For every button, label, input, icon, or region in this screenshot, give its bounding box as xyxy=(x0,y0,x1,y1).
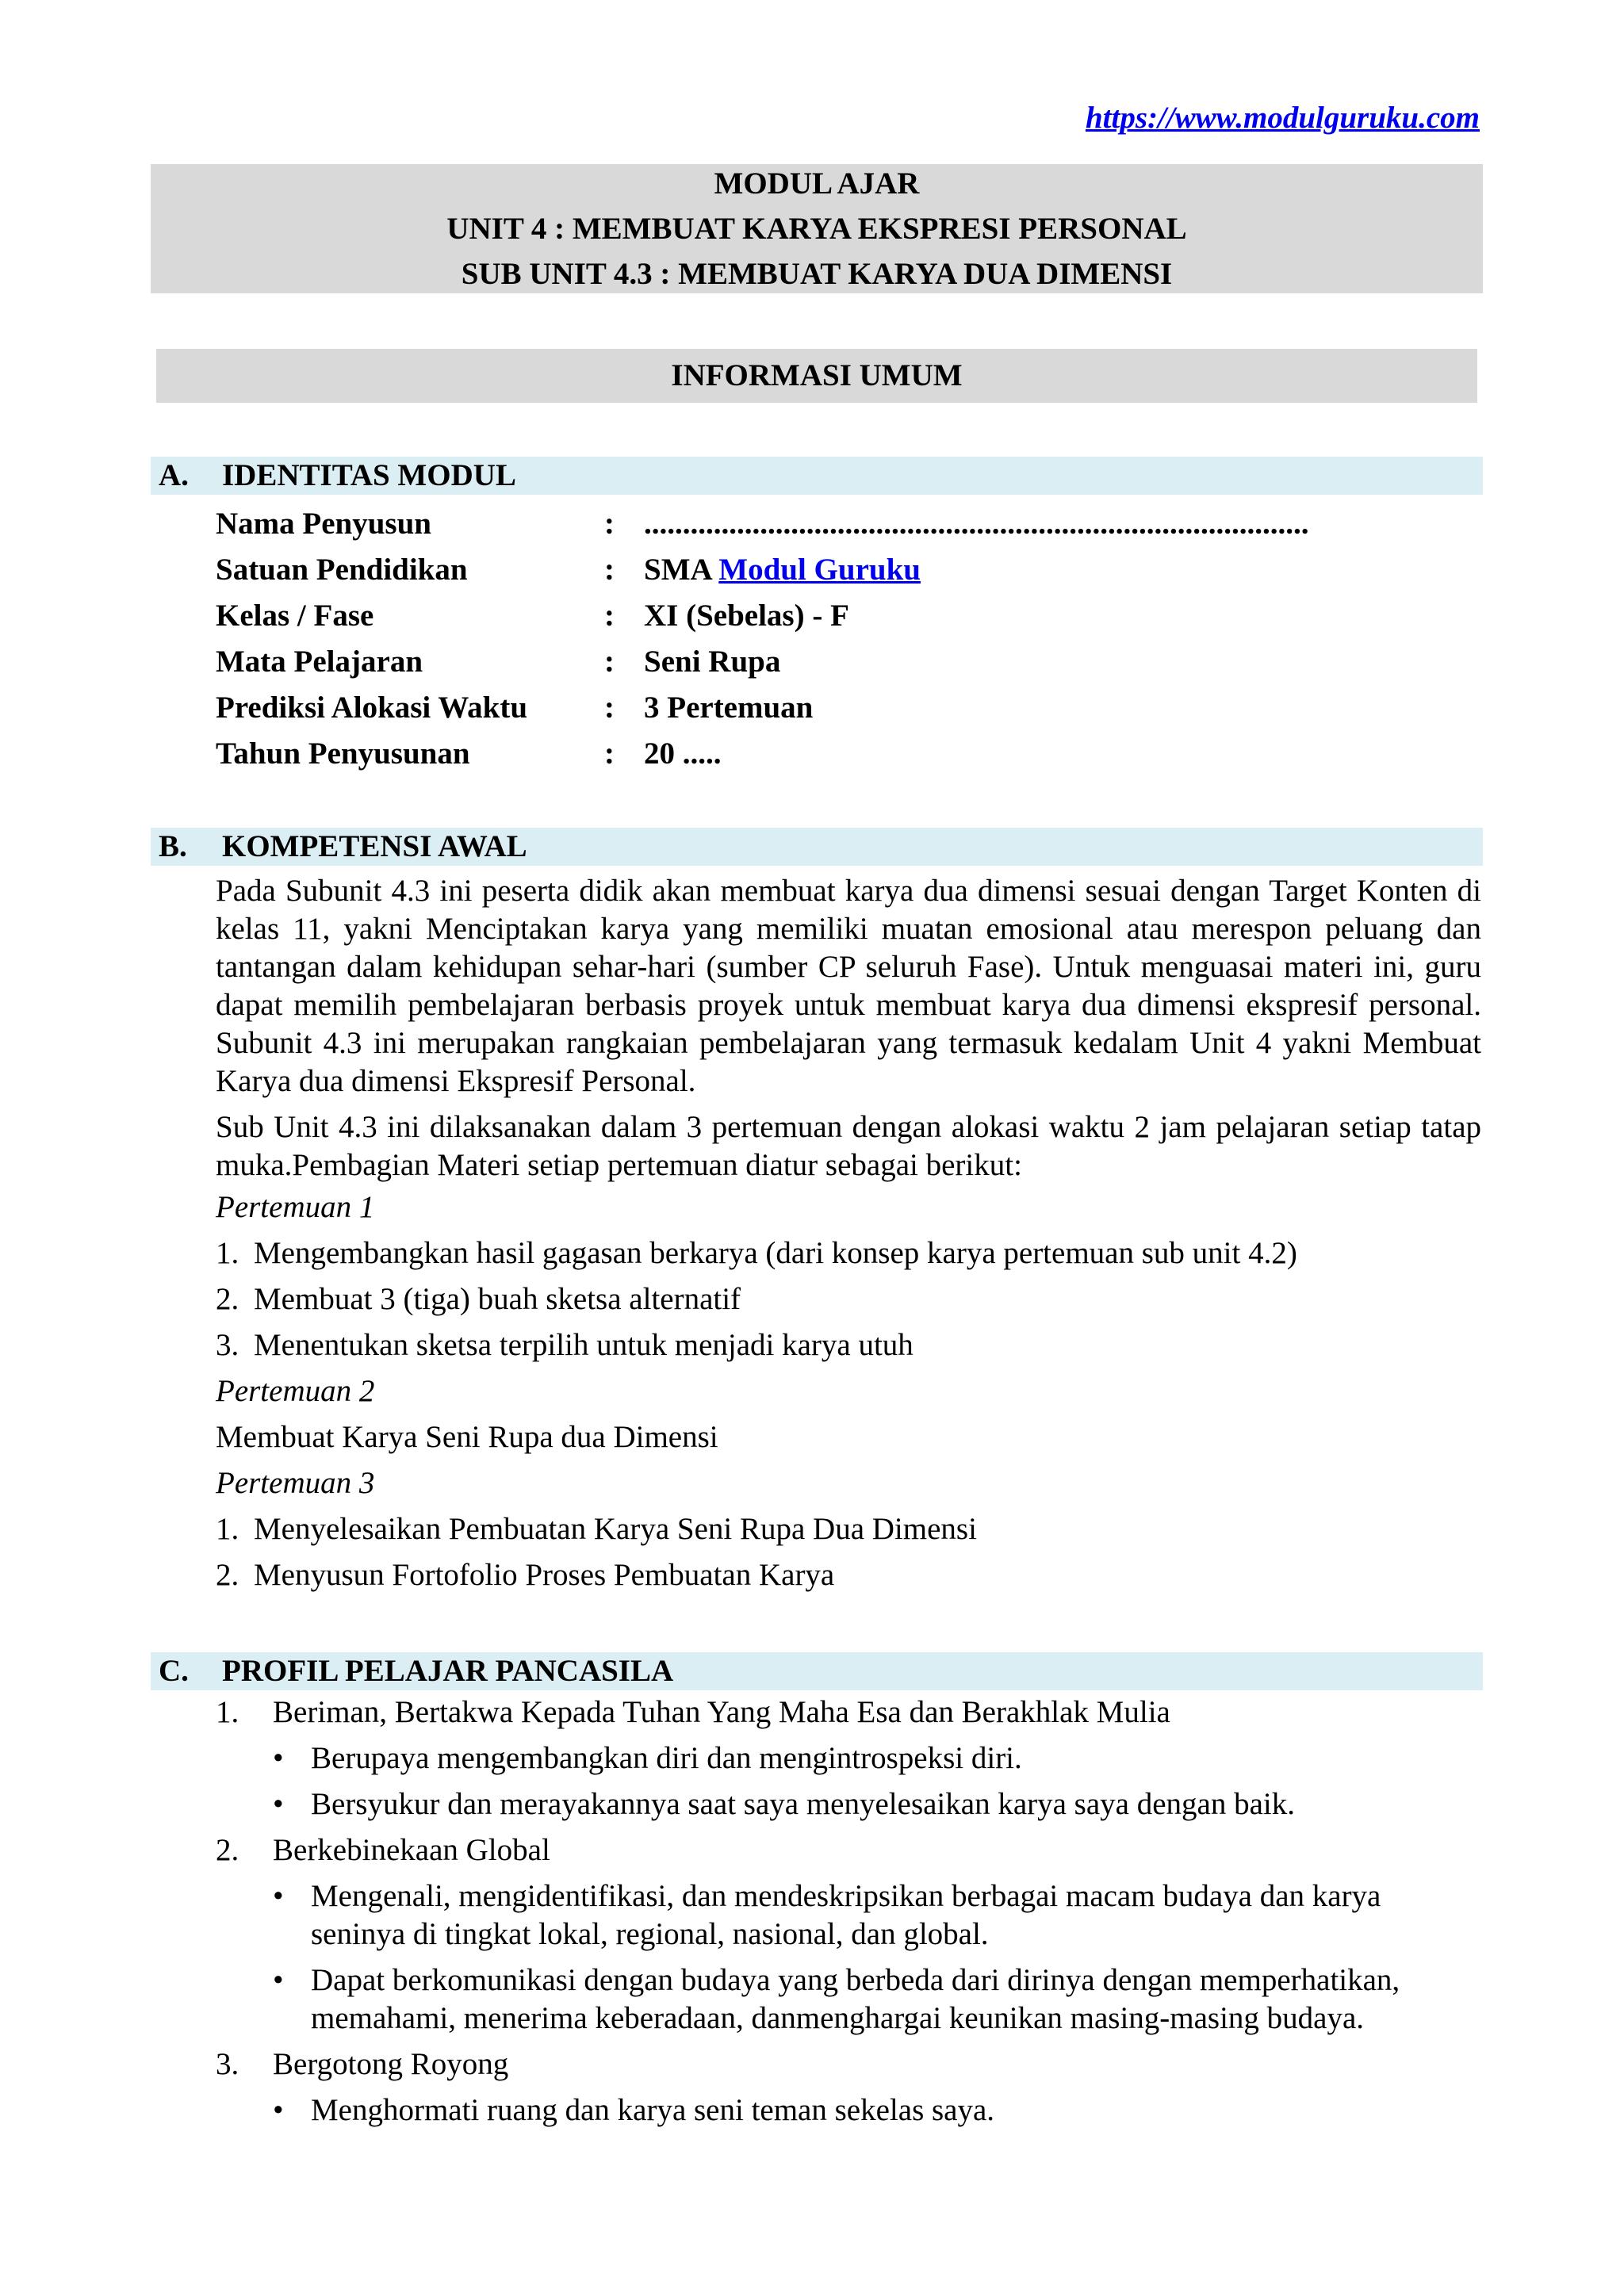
identity-row xyxy=(216,547,1309,593)
section-title: IDENTITAS MODUL xyxy=(222,457,516,492)
list-text: Bergotong Royong xyxy=(273,2047,509,2081)
bullet-item xyxy=(216,1961,1481,2038)
profile-list xyxy=(216,1693,1481,2130)
general-info-heading: INFORMASI UMUM xyxy=(156,349,1477,403)
bullet-icon: • xyxy=(273,1879,284,1913)
bullet-item xyxy=(216,1739,1481,1777)
identity-colon: : xyxy=(604,644,615,679)
bullet-icon: • xyxy=(273,2093,284,2127)
competency-paragraph: Sub Unit 4.3 ini dilaksanakan dalam 3 pertemuan dengan alokasi waktu 2 jam pelajaran setiap tatap muka.Pembagian Materi setiap pertemuan diatur sebagai berikut: xyxy=(216,1110,1481,1182)
section-title: PROFIL PELAJAR PANCASILA xyxy=(222,1653,674,1688)
section-letter: C. xyxy=(159,1653,189,1688)
section-c-heading xyxy=(151,1652,1483,1690)
list-text: Berkebinekaan Global xyxy=(273,1833,550,1867)
identity-colon: : xyxy=(604,598,615,633)
bullet-item xyxy=(216,1785,1481,1823)
identity-colon: : xyxy=(604,690,615,725)
list-number: 3. xyxy=(216,1328,239,1362)
list-text: Menyusun Fortofolio Proses Pembuatan Karya xyxy=(254,1558,835,1592)
list-text: Menentukan sketsa terpilih untuk menjadi karya utuh xyxy=(254,1328,914,1362)
list-text: Mengembangkan hasil gagasan berkarya (dari konsep karya pertemuan sub unit 4.2) xyxy=(254,1236,1297,1270)
identity-row xyxy=(216,501,1309,547)
list-item xyxy=(216,1322,1481,1368)
bullet-text: Berupaya mengembangkan diri dan mengintrospeksi diri. xyxy=(311,1741,1022,1775)
bullet-item xyxy=(216,2091,1481,2130)
identity-label: Mata Pelajaran xyxy=(216,644,423,679)
bullet-icon: • xyxy=(273,1963,284,1997)
unit-title: UNIT 4 : MEMBUAT KARYA EKSPRESI PERSONAL xyxy=(446,212,1187,246)
list-number: 3. xyxy=(216,2047,239,2081)
section-b-heading xyxy=(151,828,1483,866)
identity-value: XI (Sebelas) - F xyxy=(644,598,849,633)
profile-item xyxy=(216,1693,1481,1732)
list-number: 1. xyxy=(216,1695,239,1729)
list-text: Menyelesaikan Pembuatan Karya Seni Rupa Dua Dimensi xyxy=(254,1512,977,1546)
identity-value: 3 Pertemuan xyxy=(644,690,814,725)
identity-row xyxy=(216,685,1309,731)
bullet-text: Menghormati ruang dan karya seni teman sekelas saya. xyxy=(311,2093,995,2127)
identity-label: Satuan Pendidikan xyxy=(216,552,468,587)
section-letter: A. xyxy=(159,457,189,492)
list-item xyxy=(216,1552,1481,1598)
list-item xyxy=(216,1230,1481,1276)
meeting-3-title: Pertemuan 3 xyxy=(216,1466,375,1500)
meeting-2-title: Pertemuan 2 xyxy=(216,1374,375,1408)
identity-row xyxy=(216,593,1309,639)
list-text: Beriman, Bertakwa Kepada Tuhan Yang Maha Esa dan Berakhlak Mulia xyxy=(273,1695,1170,1729)
list-number: 1. xyxy=(216,1512,239,1546)
bullet-text: Mengenali, mengidentifikasi, dan mendeskripsikan berbagai macam budaya dan karya seninya di tingkat lokal, regional, nasional, dan global. xyxy=(311,1879,1381,1951)
identity-label: Tahun Penyusunan xyxy=(216,736,470,771)
website-link[interactable]: https://www.modulguruku.com xyxy=(1085,101,1480,135)
bullet-text: Bersyukur dan merayakannya saat saya menyelesaikan karya saya dengan baik. xyxy=(311,1787,1295,1821)
section-a-heading xyxy=(151,457,1483,495)
identity-value: ...................................................................................... xyxy=(644,506,1309,541)
bullet-text: Dapat berkomunikasi dengan budaya yang berbeda dari dirinya dengan memperhatikan, memahami, menerima keberadaan, danmenghargai keunikan masing-masing budaya. xyxy=(311,1963,1400,2035)
identity-row xyxy=(216,731,1309,777)
section-title: KOMPETENSI AWAL xyxy=(222,828,527,863)
identity-row xyxy=(216,639,1309,685)
identity-value: Seni Rupa xyxy=(644,644,781,679)
identity-label: Kelas / Fase xyxy=(216,598,374,633)
identity-label: Nama Penyusun xyxy=(216,506,431,541)
meeting-1-title: Pertemuan 1 xyxy=(216,1190,375,1224)
list-number: 2. xyxy=(216,1833,239,1867)
competency-paragraph: Pada Subunit 4.3 ini peserta didik akan membuat karya dua dimensi sesuai dengan Target Konten di kelas 11, yakni Menciptakan karya yang memiliki muatan emosional atau merespon peluang dan tantangan dalam kehidupan sehar-hari (sumber CP seluruh Fase). Untuk menguasai materi ini, guru dapat memilih pembelajaran berbasis proyek untuk membuat karya dua dimensi ekspresif personal. Subunit 4.3 ini merupakan rangkaian pembelajaran yang termasuk kedalam Unit 4 yakni Membuat Karya dua dimensi Ekspresif Personal. xyxy=(216,874,1481,1098)
bullet-icon: • xyxy=(273,1787,284,1821)
title-box xyxy=(151,164,1483,293)
list-item xyxy=(216,1276,1481,1322)
identity-table xyxy=(216,501,1309,777)
school-link[interactable]: Modul Guruku xyxy=(718,552,921,587)
profile-item xyxy=(216,2045,1481,2084)
list-text: Membuat 3 (tiga) buah sketsa alternatif xyxy=(254,1282,741,1316)
list-number: 2. xyxy=(216,1558,239,1592)
subunit-title: SUB UNIT 4.3 : MEMBUAT KARYA DUA DIMENSI xyxy=(461,257,1173,291)
bullet-icon: • xyxy=(273,1741,284,1775)
module-title: MODUL AJAR xyxy=(714,166,920,201)
identity-value xyxy=(644,550,921,591)
list-number: 2. xyxy=(216,1282,239,1316)
list-item xyxy=(216,1506,1481,1552)
identity-colon: : xyxy=(604,552,615,587)
identity-colon: : xyxy=(604,736,615,771)
identity-label: Prediksi Alokasi Waktu xyxy=(216,690,528,725)
identity-value: 20 ..... xyxy=(644,736,722,771)
meeting-2-text: Membuat Karya Seni Rupa dua Dimensi xyxy=(216,1420,718,1454)
profile-item xyxy=(216,1831,1481,1869)
bullet-item xyxy=(216,1877,1481,1954)
list-number: 1. xyxy=(216,1236,239,1270)
school-prefix: SMA xyxy=(644,552,719,587)
identity-colon: : xyxy=(604,506,615,541)
section-letter: B. xyxy=(159,828,187,863)
competency-body xyxy=(216,872,1481,1598)
